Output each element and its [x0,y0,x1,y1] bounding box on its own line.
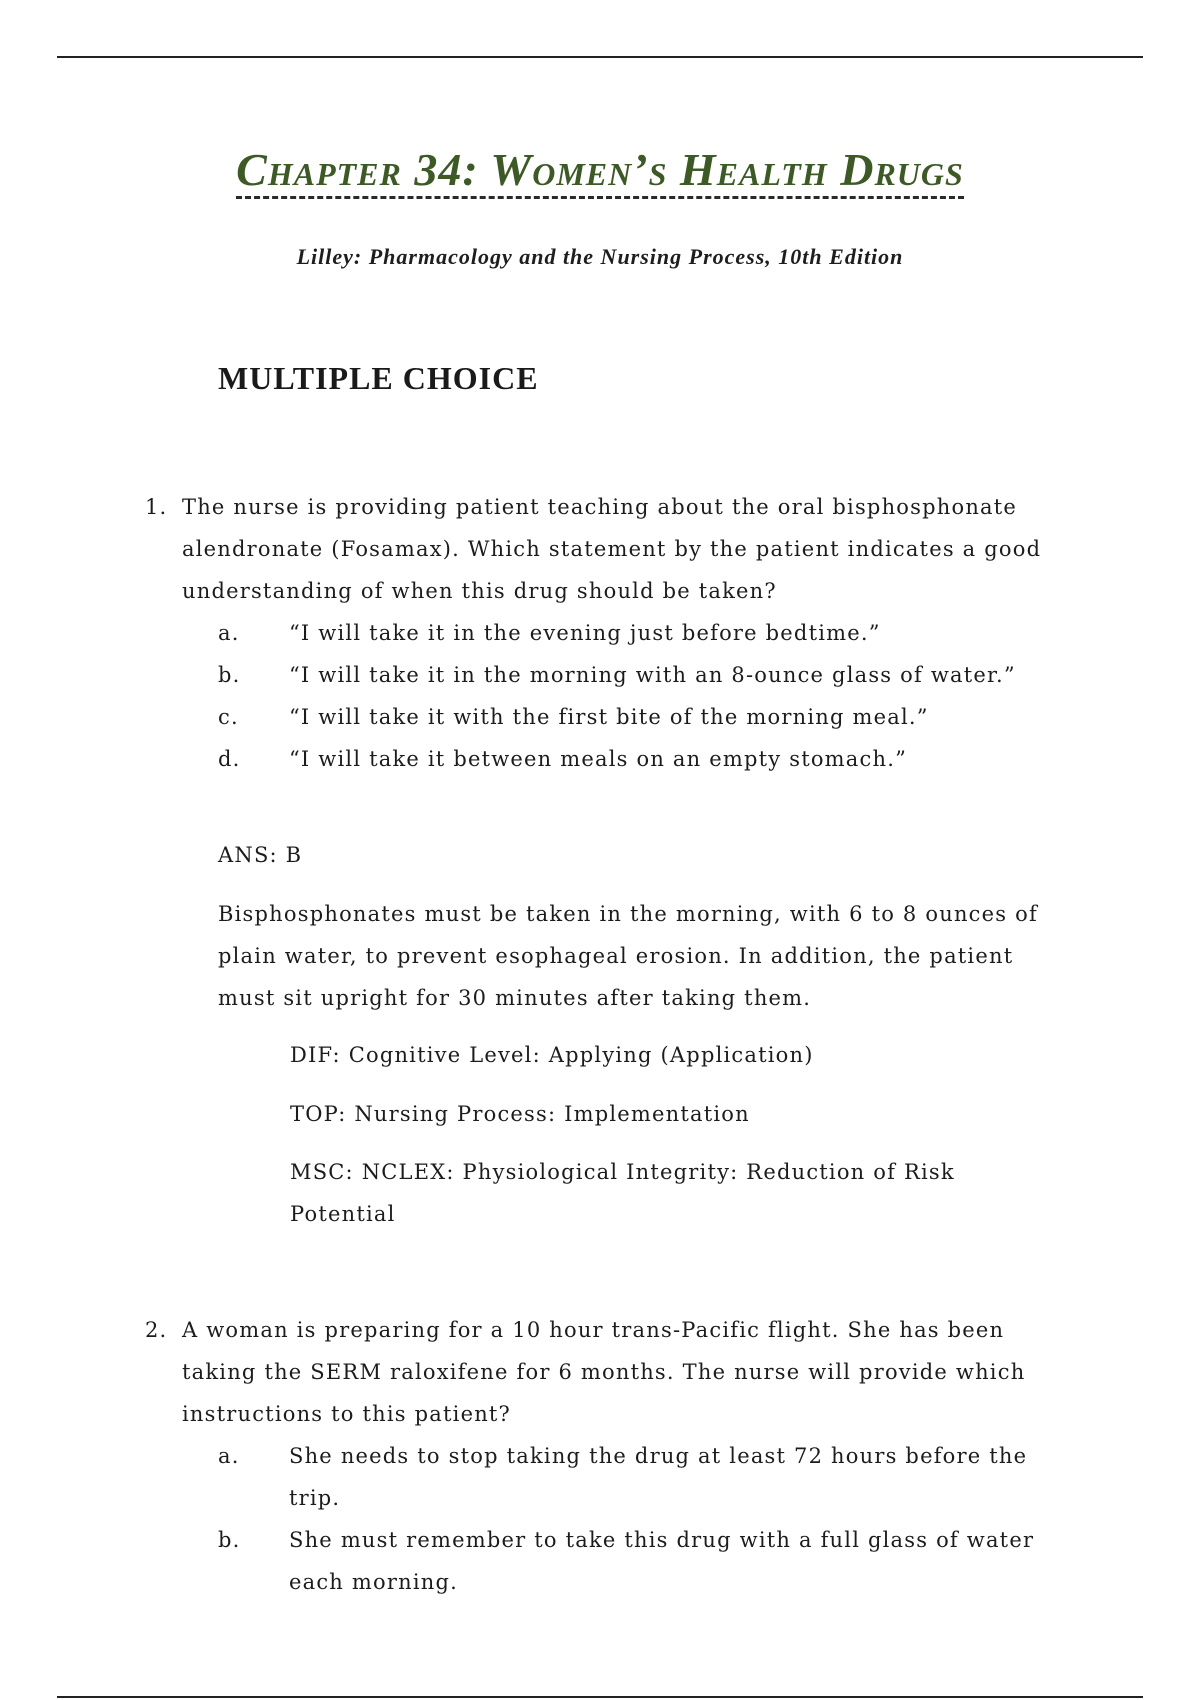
option-c [218,696,1045,738]
option-text: “I will take it between meals on an empty stomach.” [289,747,908,771]
option-text: “I will take it with the first bite of the morning meal.” [289,705,929,729]
book-subtitle: Lilley: Pharmacology and the Nursing Process, 10th Edition [296,244,904,269]
option-letter: d. [218,747,241,771]
answer-options [145,612,1045,780]
option-text: She needs to stop taking the drug at least 72 hours before the trip. [289,1444,1028,1510]
option-a [218,612,1045,654]
question-2 [145,1309,1045,1603]
option-letter: b. [218,663,241,687]
option-letter: a. [218,621,240,645]
answer-options [145,1435,1045,1603]
option-text: She must remember to take this drug with a full glass of water each morning. [289,1528,1035,1594]
option-text: “I will take it in the morning with an 8-ounce glass of water.” [289,663,1016,687]
question-1 [145,486,1045,780]
answer-rationale: Bisphosphonates must be taken in the morning, with 6 to 8 ounces of plain water, to prevent esophageal erosion. In addition, the patient must sit upright for 30 minutes after taking them. [218,902,1038,1010]
option-b [218,1519,1045,1603]
chapter-title: Chapter 34: Women’s Health Drugs [0,140,1200,200]
bottom-rule [57,1696,1143,1698]
option-text: “I will take it in the evening just before bedtime.” [289,621,881,645]
top-rule [57,56,1143,58]
question-stem: A woman is preparing for a 10 hour trans-Pacific flight. She has been taking the SERM raloxifene for 6 months. The nurse will provide which instructions to this patient? [182,1318,1026,1426]
question-stem: The nurse is providing patient teaching about the oral bisphosphonate alendronate (Fosamax). Which statement by the patient indicates a good understanding of when this drug should be taken? [182,495,1042,603]
question-number: 1. [145,495,168,519]
answer-key: ANS: B [218,843,303,867]
topic-tag: TOP: Nursing Process: Implementation [290,1102,750,1126]
question-number: 2. [145,1318,168,1342]
option-d [218,738,1045,780]
difficulty-tag: DIF: Cognitive Level: Applying (Application) [290,1043,814,1067]
option-a [218,1435,1045,1519]
option-letter: b. [218,1528,241,1552]
option-b [218,654,1045,696]
option-letter: a. [218,1444,240,1468]
option-letter: c. [218,705,239,729]
section-heading: MULTIPLE CHOICE [218,360,539,396]
nclex-category-tag: MSC: NCLEX: Physiological Integrity: Reduction of Risk Potential [290,1160,955,1226]
